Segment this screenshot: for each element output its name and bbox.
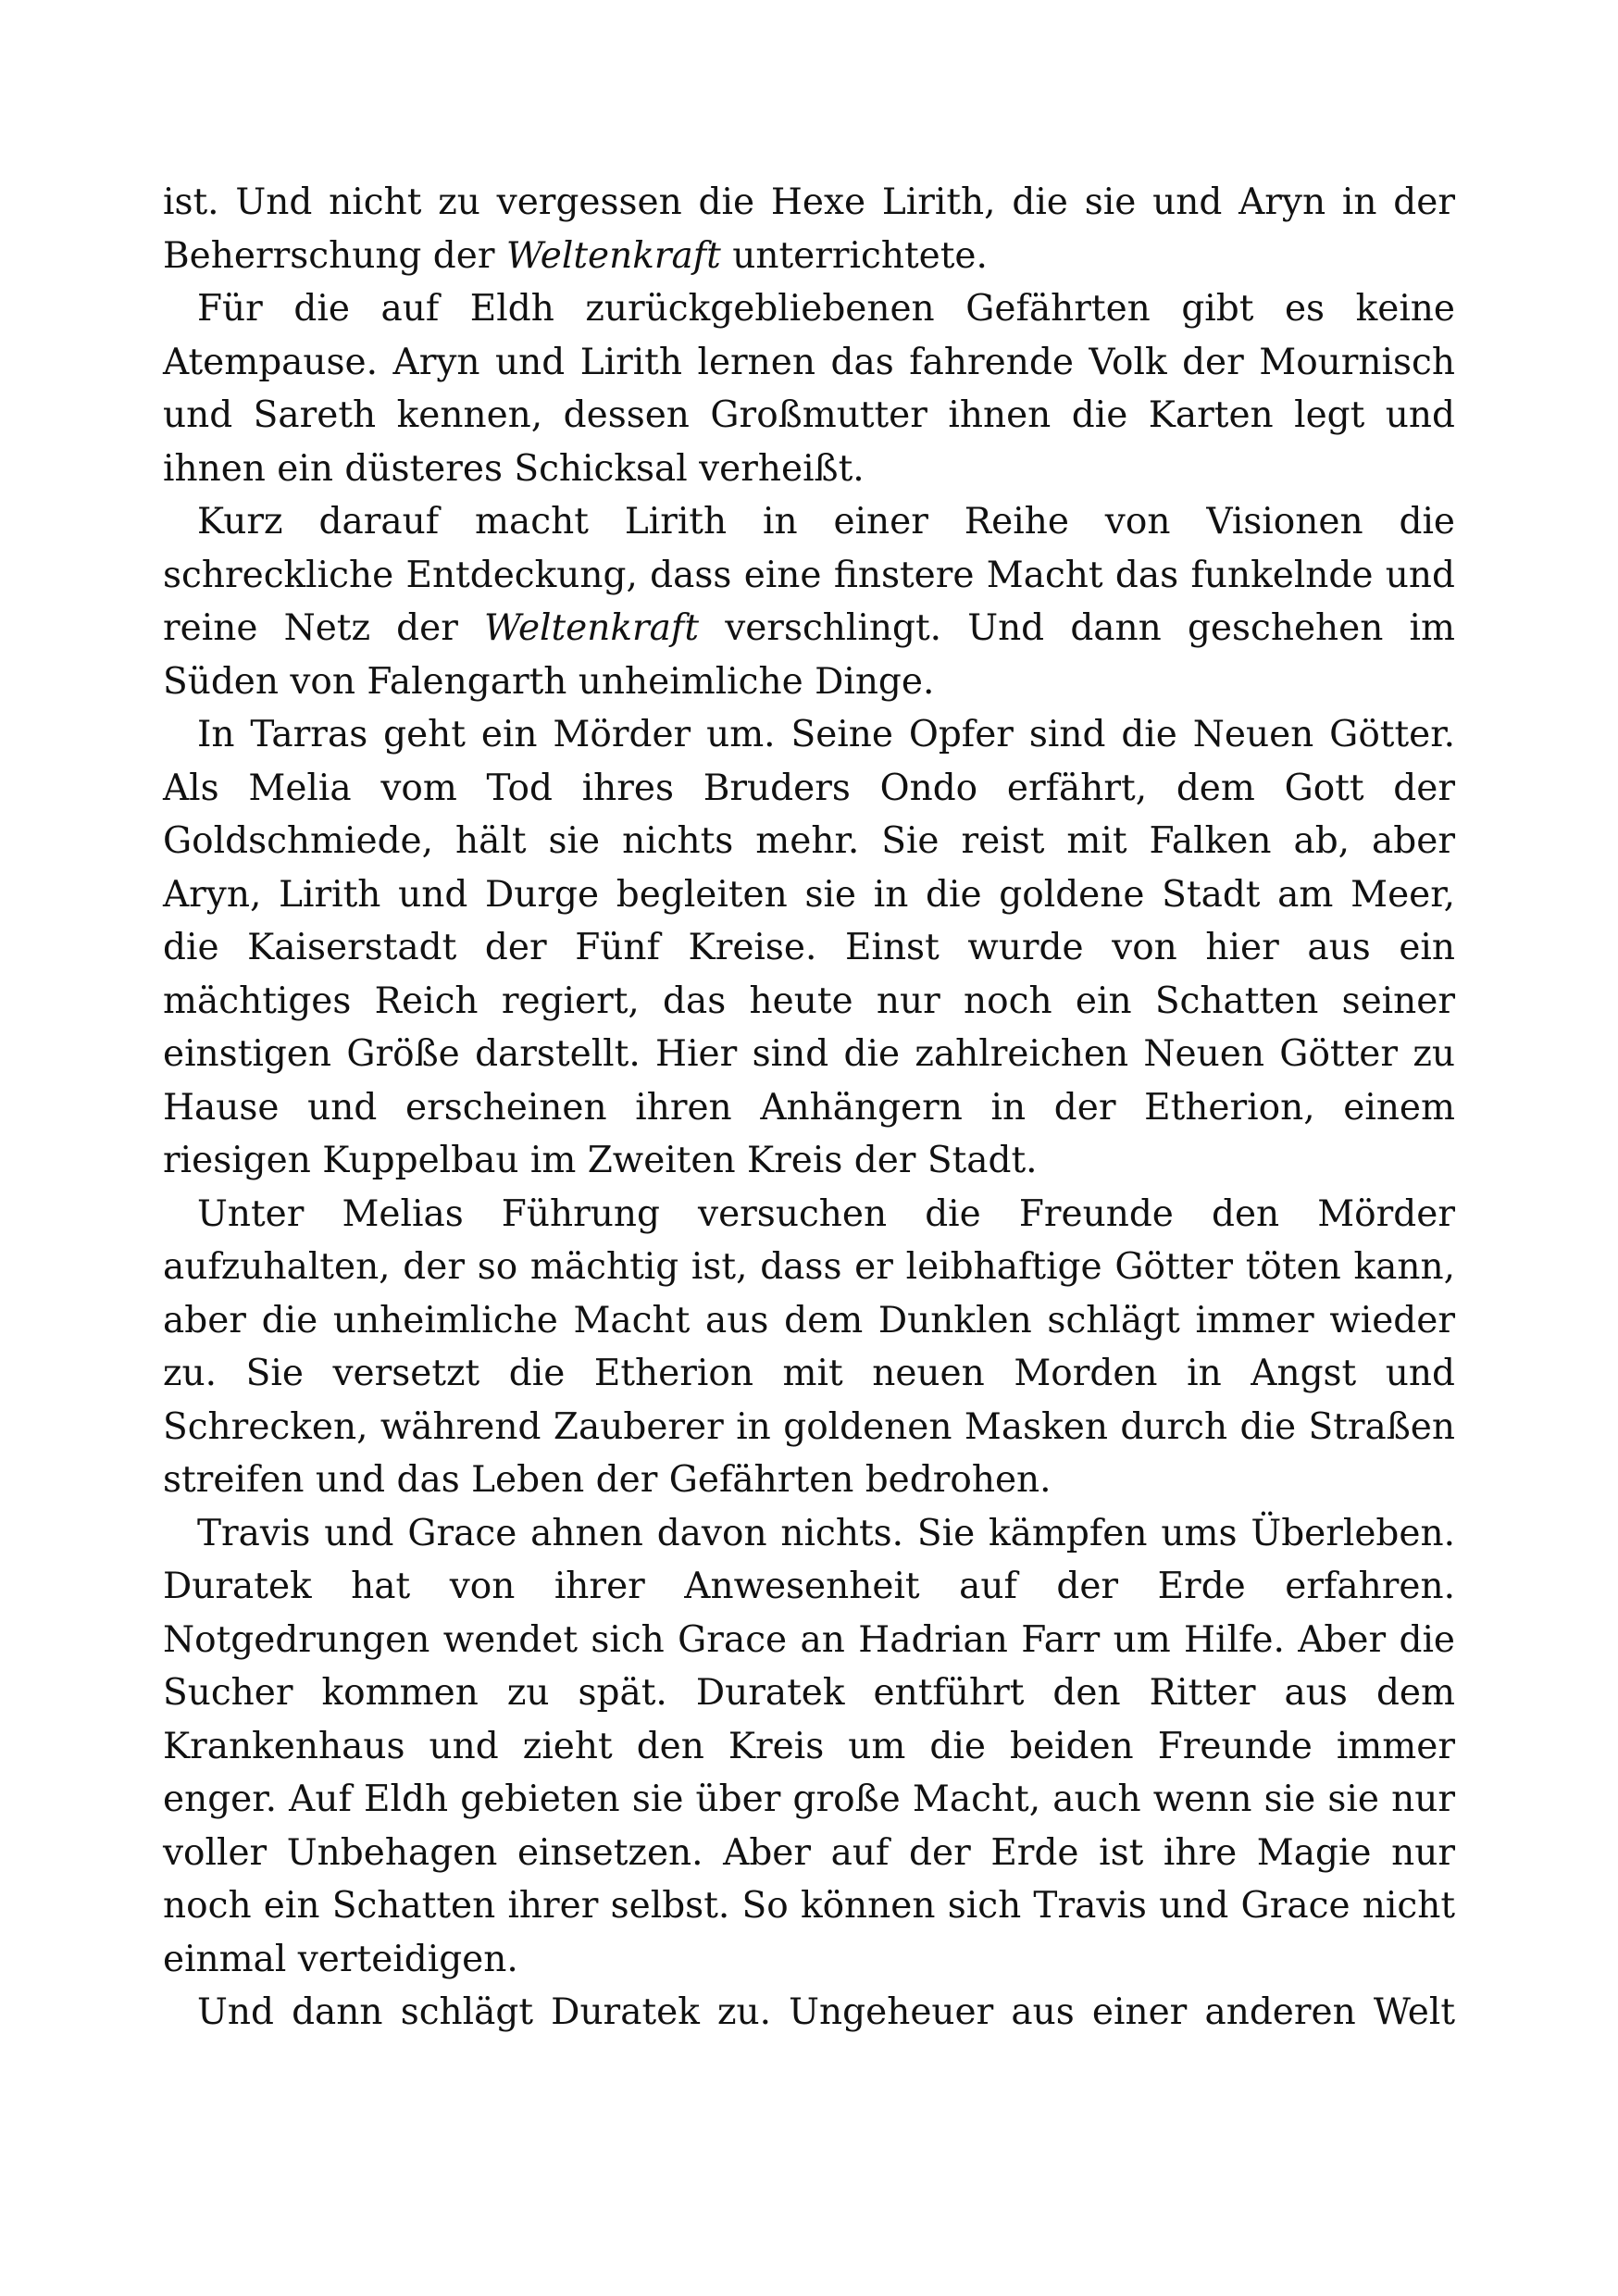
paragraph-2: Für die auf Eldh zurückgebliebenen Gefährten gibt es keine Atempause. Aryn und Lirith lernen das fahrende Volk der Mournisch und Sareth kennen, dessen Großmutter ihnen die Karten legt und ihnen ein düsteres Schicksal verheißt. bbox=[163, 288, 1455, 490]
paragraph-3: Kurz darauf macht Lirith in einer Reihe von Visionen die schreckliche Entdeckung, dass eine finstere Macht das funkelnde und reine Netz der Weltenkraft verschlingt. Und dann geschehen im Süden von Falengarth unheimliche Dinge. bbox=[163, 501, 1455, 703]
paragraph-5: Unter Melias Führung versuchen die Freunde den Mörder aufzuhalten, der so mächtig ist, dass er leibhaftige Götter töten kann, aber die unheimliche Macht aus dem Dunklen schlägt immer wieder zu. Sie versetzt die Etherion mit neuen Morden in Angst und Schrecken, während Zauberer in goldenen Masken durch die Straßen streifen und das Leben der Gefährten bedrohen. bbox=[163, 1192, 1455, 1501]
paragraph-7: Und dann schlägt Duratek zu. Ungeheuer aus einer anderen Welt bbox=[197, 1991, 1455, 2033]
paragraph-1: ist. Und nicht zu vergessen die Hexe Lirith, die sie und Aryn in der Beherrschung der Weltenkraft unterrichtete. bbox=[163, 181, 1455, 277]
paragraph-6: Travis und Grace ahnen davon nichts. Sie kämpfen ums Überleben. Duratek hat von ihrer Anwesenheit auf der Erde erfahren. Notgedrungen wendet sich Grace an Hadrian Farr um Hilfe. Aber die Sucher kommen zu spät. Duratek entführt den Ritter aus dem Krankenhaus und zieht den Kreis um die beiden Freunde immer enger. Auf Eldh gebieten sie über große Macht, auch wenn sie sie nur voller Unbehagen einsetzen. Aber auf der Erde ist ihre Magie nur noch ein Schatten ihrer selbst. So können sich Travis und Grace nicht einmal verteidigen. bbox=[163, 1512, 1455, 1980]
book-page-text bbox=[163, 176, 1455, 2040]
paragraph-4: In Tarras geht ein Mörder um. Seine Opfer sind die Neuen Götter. Als Melia vom Tod ihres Bruders Ondo erfährt, dem Gott der Goldschmiede, hält sie nichts mehr. Sie reist mit Falken ab, aber Aryn, Lirith und Durge begleiten sie in die goldene Stadt am Meer, die Kaiserstadt der Fünf Kreise. Einst wurde von hier aus ein mächtiges Reich regiert, das heute nur noch ein Schatten seiner einstigen Größe darstellt. Hier sind die zahlreichen Neuen Götter zu Hause und erscheinen ihren Anhängern in der Etherion, einem riesigen Kuppelbau im Zweiten Kreis der Stadt. bbox=[163, 714, 1455, 1181]
